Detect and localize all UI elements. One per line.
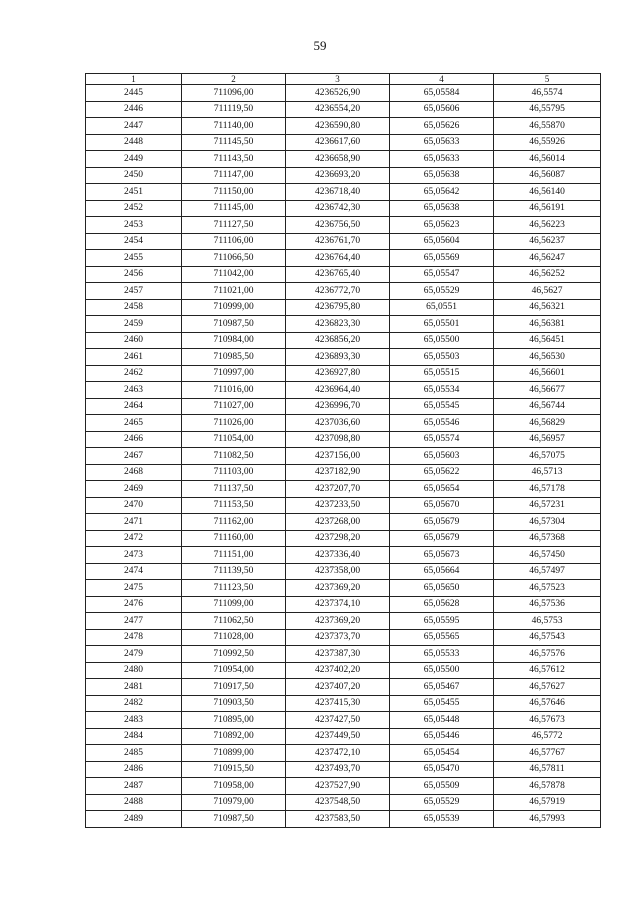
longitude-cell: 65,05565 bbox=[390, 629, 494, 646]
y-coordinate-cell: 4237415,30 bbox=[286, 695, 390, 712]
y-coordinate-cell: 4237407,20 bbox=[286, 679, 390, 696]
longitude-cell: 65,05633 bbox=[390, 151, 494, 168]
x-coordinate-cell: 711099,00 bbox=[182, 596, 286, 613]
latitude-cell: 46,57612 bbox=[494, 662, 601, 679]
table-row bbox=[86, 382, 601, 399]
table-row bbox=[86, 481, 601, 498]
table-row bbox=[86, 151, 601, 168]
y-coordinate-cell: 4236590,80 bbox=[286, 118, 390, 135]
table-row bbox=[86, 250, 601, 267]
y-coordinate-cell: 4237449,50 bbox=[286, 728, 390, 745]
point-number-cell: 2479 bbox=[86, 646, 182, 663]
table-row bbox=[86, 118, 601, 135]
table-row bbox=[86, 448, 601, 465]
y-coordinate-cell: 4236893,30 bbox=[286, 349, 390, 366]
latitude-cell: 46,56014 bbox=[494, 151, 601, 168]
table-row bbox=[86, 794, 601, 811]
longitude-cell: 65,05638 bbox=[390, 200, 494, 217]
latitude-cell: 46,57231 bbox=[494, 497, 601, 514]
y-coordinate-cell: 4237402,20 bbox=[286, 662, 390, 679]
point-number-cell: 2456 bbox=[86, 266, 182, 283]
point-number-cell: 2464 bbox=[86, 398, 182, 415]
latitude-cell: 46,56957 bbox=[494, 431, 601, 448]
y-coordinate-cell: 4236996,70 bbox=[286, 398, 390, 415]
y-coordinate-cell: 4236693,20 bbox=[286, 167, 390, 184]
point-number-cell: 2449 bbox=[86, 151, 182, 168]
latitude-cell: 46,57497 bbox=[494, 563, 601, 580]
longitude-cell: 65,05569 bbox=[390, 250, 494, 267]
y-coordinate-cell: 4237369,20 bbox=[286, 580, 390, 597]
longitude-cell: 65,0551 bbox=[390, 299, 494, 316]
x-coordinate-cell: 711145,00 bbox=[182, 200, 286, 217]
x-coordinate-cell: 710985,50 bbox=[182, 349, 286, 366]
latitude-cell: 46,5627 bbox=[494, 283, 601, 300]
table-row bbox=[86, 316, 601, 333]
x-coordinate-cell: 711127,50 bbox=[182, 217, 286, 234]
y-coordinate-cell: 4237583,50 bbox=[286, 811, 390, 828]
point-number-cell: 2482 bbox=[86, 695, 182, 712]
latitude-cell: 46,56677 bbox=[494, 382, 601, 399]
latitude-cell: 46,56247 bbox=[494, 250, 601, 267]
column-header-5: 5 bbox=[494, 74, 601, 85]
x-coordinate-cell: 710984,00 bbox=[182, 332, 286, 349]
point-number-cell: 2480 bbox=[86, 662, 182, 679]
table-row bbox=[86, 679, 601, 696]
latitude-cell: 46,56140 bbox=[494, 184, 601, 201]
x-coordinate-cell: 711106,00 bbox=[182, 233, 286, 250]
latitude-cell: 46,56829 bbox=[494, 415, 601, 432]
y-coordinate-cell: 4236554,20 bbox=[286, 101, 390, 118]
point-number-cell: 2465 bbox=[86, 415, 182, 432]
x-coordinate-cell: 711026,00 bbox=[182, 415, 286, 432]
y-coordinate-cell: 4237156,00 bbox=[286, 448, 390, 465]
x-coordinate-cell: 710999,00 bbox=[182, 299, 286, 316]
x-coordinate-cell: 711066,50 bbox=[182, 250, 286, 267]
latitude-cell: 46,5753 bbox=[494, 613, 601, 630]
latitude-cell: 46,57646 bbox=[494, 695, 601, 712]
latitude-cell: 46,57536 bbox=[494, 596, 601, 613]
point-number-cell: 2459 bbox=[86, 316, 182, 333]
table-row bbox=[86, 266, 601, 283]
point-number-cell: 2476 bbox=[86, 596, 182, 613]
table-row bbox=[86, 184, 601, 201]
latitude-cell: 46,57075 bbox=[494, 448, 601, 465]
latitude-cell: 46,57811 bbox=[494, 761, 601, 778]
y-coordinate-cell: 4236761,70 bbox=[286, 233, 390, 250]
latitude-cell: 46,55870 bbox=[494, 118, 601, 135]
point-number-cell: 2486 bbox=[86, 761, 182, 778]
latitude-cell: 46,57627 bbox=[494, 679, 601, 696]
point-number-cell: 2453 bbox=[86, 217, 182, 234]
point-number-cell: 2450 bbox=[86, 167, 182, 184]
x-coordinate-cell: 711162,00 bbox=[182, 514, 286, 531]
x-coordinate-cell: 710895,00 bbox=[182, 712, 286, 729]
longitude-cell: 65,05501 bbox=[390, 316, 494, 333]
y-coordinate-cell: 4236617,60 bbox=[286, 134, 390, 151]
table-row bbox=[86, 134, 601, 151]
longitude-cell: 65,05509 bbox=[390, 778, 494, 795]
longitude-cell: 65,05595 bbox=[390, 613, 494, 630]
longitude-cell: 65,05650 bbox=[390, 580, 494, 597]
x-coordinate-cell: 710958,00 bbox=[182, 778, 286, 795]
point-number-cell: 2468 bbox=[86, 464, 182, 481]
table-row bbox=[86, 398, 601, 415]
table-row bbox=[86, 283, 601, 300]
y-coordinate-cell: 4237336,40 bbox=[286, 547, 390, 564]
point-number-cell: 2487 bbox=[86, 778, 182, 795]
y-coordinate-cell: 4236927,80 bbox=[286, 365, 390, 382]
y-coordinate-cell: 4236964,40 bbox=[286, 382, 390, 399]
x-coordinate-cell: 711103,00 bbox=[182, 464, 286, 481]
x-coordinate-cell: 711137,50 bbox=[182, 481, 286, 498]
x-coordinate-cell: 710917,50 bbox=[182, 679, 286, 696]
point-number-cell: 2445 bbox=[86, 85, 182, 102]
latitude-cell: 46,57673 bbox=[494, 712, 601, 729]
longitude-cell: 65,05679 bbox=[390, 514, 494, 531]
y-coordinate-cell: 4237298,20 bbox=[286, 530, 390, 547]
point-number-cell: 2446 bbox=[86, 101, 182, 118]
longitude-cell: 65,05623 bbox=[390, 217, 494, 234]
point-number-cell: 2489 bbox=[86, 811, 182, 828]
x-coordinate-cell: 711096,00 bbox=[182, 85, 286, 102]
x-coordinate-cell: 711119,50 bbox=[182, 101, 286, 118]
table-row bbox=[86, 299, 601, 316]
longitude-cell: 65,05546 bbox=[390, 415, 494, 432]
latitude-cell: 46,56530 bbox=[494, 349, 601, 366]
y-coordinate-cell: 4236756,50 bbox=[286, 217, 390, 234]
table-row bbox=[86, 497, 601, 514]
table-row bbox=[86, 464, 601, 481]
longitude-cell: 65,05633 bbox=[390, 134, 494, 151]
table-row bbox=[86, 365, 601, 382]
y-coordinate-cell: 4237268,00 bbox=[286, 514, 390, 531]
y-coordinate-cell: 4237427,50 bbox=[286, 712, 390, 729]
latitude-cell: 46,56223 bbox=[494, 217, 601, 234]
table-row bbox=[86, 167, 601, 184]
y-coordinate-cell: 4236856,20 bbox=[286, 332, 390, 349]
column-header-2: 2 bbox=[182, 74, 286, 85]
y-coordinate-cell: 4237207,70 bbox=[286, 481, 390, 498]
table-row bbox=[86, 745, 601, 762]
table-row bbox=[86, 217, 601, 234]
y-coordinate-cell: 4236764,40 bbox=[286, 250, 390, 267]
y-coordinate-cell: 4237358,00 bbox=[286, 563, 390, 580]
latitude-cell: 46,56321 bbox=[494, 299, 601, 316]
y-coordinate-cell: 4237036,60 bbox=[286, 415, 390, 432]
point-number-cell: 2466 bbox=[86, 431, 182, 448]
point-number-cell: 2471 bbox=[86, 514, 182, 531]
point-number-cell: 2481 bbox=[86, 679, 182, 696]
table-row bbox=[86, 514, 601, 531]
y-coordinate-cell: 4237387,30 bbox=[286, 646, 390, 663]
column-header-4: 4 bbox=[390, 74, 494, 85]
x-coordinate-cell: 711082,50 bbox=[182, 448, 286, 465]
longitude-cell: 65,05606 bbox=[390, 101, 494, 118]
latitude-cell: 46,56191 bbox=[494, 200, 601, 217]
latitude-cell: 46,56252 bbox=[494, 266, 601, 283]
point-number-cell: 2484 bbox=[86, 728, 182, 745]
latitude-cell: 46,57878 bbox=[494, 778, 601, 795]
longitude-cell: 65,05534 bbox=[390, 382, 494, 399]
x-coordinate-cell: 711143,50 bbox=[182, 151, 286, 168]
x-coordinate-cell: 710903,50 bbox=[182, 695, 286, 712]
latitude-cell: 46,56601 bbox=[494, 365, 601, 382]
latitude-cell: 46,56744 bbox=[494, 398, 601, 415]
x-coordinate-cell: 710892,00 bbox=[182, 728, 286, 745]
x-coordinate-cell: 711147,00 bbox=[182, 167, 286, 184]
point-number-cell: 2473 bbox=[86, 547, 182, 564]
longitude-cell: 65,05500 bbox=[390, 662, 494, 679]
latitude-cell: 46,57543 bbox=[494, 629, 601, 646]
longitude-cell: 65,05446 bbox=[390, 728, 494, 745]
longitude-cell: 65,05628 bbox=[390, 596, 494, 613]
table-row bbox=[86, 580, 601, 597]
longitude-cell: 65,05654 bbox=[390, 481, 494, 498]
x-coordinate-cell: 710992,50 bbox=[182, 646, 286, 663]
x-coordinate-cell: 711151,00 bbox=[182, 547, 286, 564]
latitude-cell: 46,57576 bbox=[494, 646, 601, 663]
longitude-cell: 65,05574 bbox=[390, 431, 494, 448]
latitude-cell: 46,5574 bbox=[494, 85, 601, 102]
longitude-cell: 65,05533 bbox=[390, 646, 494, 663]
y-coordinate-cell: 4237527,90 bbox=[286, 778, 390, 795]
latitude-cell: 46,57993 bbox=[494, 811, 601, 828]
longitude-cell: 65,05455 bbox=[390, 695, 494, 712]
table-body bbox=[86, 85, 601, 828]
longitude-cell: 65,05529 bbox=[390, 794, 494, 811]
table-row bbox=[86, 662, 601, 679]
point-number-cell: 2454 bbox=[86, 233, 182, 250]
point-number-cell: 2455 bbox=[86, 250, 182, 267]
y-coordinate-cell: 4236823,30 bbox=[286, 316, 390, 333]
table-row bbox=[86, 712, 601, 729]
longitude-cell: 65,05454 bbox=[390, 745, 494, 762]
longitude-cell: 65,05604 bbox=[390, 233, 494, 250]
point-number-cell: 2463 bbox=[86, 382, 182, 399]
y-coordinate-cell: 4237374,10 bbox=[286, 596, 390, 613]
point-number-cell: 2478 bbox=[86, 629, 182, 646]
latitude-cell: 46,55795 bbox=[494, 101, 601, 118]
table-header-row bbox=[86, 74, 601, 85]
table-row bbox=[86, 596, 601, 613]
longitude-cell: 65,05622 bbox=[390, 464, 494, 481]
point-number-cell: 2460 bbox=[86, 332, 182, 349]
table-row bbox=[86, 761, 601, 778]
table-row bbox=[86, 233, 601, 250]
latitude-cell: 46,56237 bbox=[494, 233, 601, 250]
longitude-cell: 65,05529 bbox=[390, 283, 494, 300]
table-row bbox=[86, 415, 601, 432]
point-number-cell: 2488 bbox=[86, 794, 182, 811]
latitude-cell: 46,56451 bbox=[494, 332, 601, 349]
point-number-cell: 2477 bbox=[86, 613, 182, 630]
y-coordinate-cell: 4237493,70 bbox=[286, 761, 390, 778]
table-row bbox=[86, 728, 601, 745]
latitude-cell: 46,57767 bbox=[494, 745, 601, 762]
point-number-cell: 2469 bbox=[86, 481, 182, 498]
longitude-cell: 65,05448 bbox=[390, 712, 494, 729]
point-number-cell: 2485 bbox=[86, 745, 182, 762]
table-row bbox=[86, 778, 601, 795]
point-number-cell: 2470 bbox=[86, 497, 182, 514]
y-coordinate-cell: 4237182,90 bbox=[286, 464, 390, 481]
x-coordinate-cell: 711042,00 bbox=[182, 266, 286, 283]
longitude-cell: 65,05545 bbox=[390, 398, 494, 415]
point-number-cell: 2483 bbox=[86, 712, 182, 729]
longitude-cell: 65,05638 bbox=[390, 167, 494, 184]
y-coordinate-cell: 4236772,70 bbox=[286, 283, 390, 300]
latitude-cell: 46,57523 bbox=[494, 580, 601, 597]
table-row bbox=[86, 101, 601, 118]
point-number-cell: 2457 bbox=[86, 283, 182, 300]
table-row bbox=[86, 332, 601, 349]
x-coordinate-cell: 710899,00 bbox=[182, 745, 286, 762]
table-row bbox=[86, 431, 601, 448]
column-header-1: 1 bbox=[86, 74, 182, 85]
longitude-cell: 65,05547 bbox=[390, 266, 494, 283]
y-coordinate-cell: 4236658,90 bbox=[286, 151, 390, 168]
longitude-cell: 65,05515 bbox=[390, 365, 494, 382]
x-coordinate-cell: 711153,50 bbox=[182, 497, 286, 514]
y-coordinate-cell: 4236718,40 bbox=[286, 184, 390, 201]
longitude-cell: 65,05603 bbox=[390, 448, 494, 465]
y-coordinate-cell: 4236765,40 bbox=[286, 266, 390, 283]
table-row bbox=[86, 200, 601, 217]
longitude-cell: 65,05470 bbox=[390, 761, 494, 778]
table-row bbox=[86, 646, 601, 663]
longitude-cell: 65,05584 bbox=[390, 85, 494, 102]
column-header-3: 3 bbox=[286, 74, 390, 85]
longitude-cell: 65,05673 bbox=[390, 547, 494, 564]
x-coordinate-cell: 710915,50 bbox=[182, 761, 286, 778]
x-coordinate-cell: 711028,00 bbox=[182, 629, 286, 646]
table-row bbox=[86, 530, 601, 547]
x-coordinate-cell: 710979,00 bbox=[182, 794, 286, 811]
y-coordinate-cell: 4236795,80 bbox=[286, 299, 390, 316]
longitude-cell: 65,05679 bbox=[390, 530, 494, 547]
table-row bbox=[86, 629, 601, 646]
longitude-cell: 65,05642 bbox=[390, 184, 494, 201]
y-coordinate-cell: 4237373,70 bbox=[286, 629, 390, 646]
longitude-cell: 65,05670 bbox=[390, 497, 494, 514]
x-coordinate-cell: 711123,50 bbox=[182, 580, 286, 597]
x-coordinate-cell: 711016,00 bbox=[182, 382, 286, 399]
x-coordinate-cell: 710987,50 bbox=[182, 811, 286, 828]
point-number-cell: 2467 bbox=[86, 448, 182, 465]
longitude-cell: 65,05626 bbox=[390, 118, 494, 135]
point-number-cell: 2461 bbox=[86, 349, 182, 366]
table-row bbox=[86, 613, 601, 630]
x-coordinate-cell: 711027,00 bbox=[182, 398, 286, 415]
table-row bbox=[86, 563, 601, 580]
point-number-cell: 2458 bbox=[86, 299, 182, 316]
latitude-cell: 46,57919 bbox=[494, 794, 601, 811]
x-coordinate-cell: 711140,00 bbox=[182, 118, 286, 135]
point-number-cell: 2472 bbox=[86, 530, 182, 547]
longitude-cell: 65,05503 bbox=[390, 349, 494, 366]
table-row bbox=[86, 811, 601, 828]
latitude-cell: 46,5772 bbox=[494, 728, 601, 745]
latitude-cell: 46,56087 bbox=[494, 167, 601, 184]
x-coordinate-cell: 711150,00 bbox=[182, 184, 286, 201]
longitude-cell: 65,05539 bbox=[390, 811, 494, 828]
point-number-cell: 2475 bbox=[86, 580, 182, 597]
x-coordinate-cell: 711139,50 bbox=[182, 563, 286, 580]
point-number-cell: 2452 bbox=[86, 200, 182, 217]
latitude-cell: 46,57368 bbox=[494, 530, 601, 547]
point-number-cell: 2474 bbox=[86, 563, 182, 580]
x-coordinate-cell: 711054,00 bbox=[182, 431, 286, 448]
coordinates-table bbox=[85, 73, 601, 828]
latitude-cell: 46,57178 bbox=[494, 481, 601, 498]
table-row bbox=[86, 349, 601, 366]
x-coordinate-cell: 711160,00 bbox=[182, 530, 286, 547]
page-number: 59 bbox=[313, 38, 327, 53]
y-coordinate-cell: 4237369,20 bbox=[286, 613, 390, 630]
latitude-cell: 46,57304 bbox=[494, 514, 601, 531]
longitude-cell: 65,05664 bbox=[390, 563, 494, 580]
x-coordinate-cell: 711021,00 bbox=[182, 283, 286, 300]
x-coordinate-cell: 710987,50 bbox=[182, 316, 286, 333]
point-number-cell: 2447 bbox=[86, 118, 182, 135]
x-coordinate-cell: 710954,00 bbox=[182, 662, 286, 679]
latitude-cell: 46,5713 bbox=[494, 464, 601, 481]
x-coordinate-cell: 711145,50 bbox=[182, 134, 286, 151]
y-coordinate-cell: 4236742,30 bbox=[286, 200, 390, 217]
x-coordinate-cell: 710997,00 bbox=[182, 365, 286, 382]
latitude-cell: 46,56381 bbox=[494, 316, 601, 333]
y-coordinate-cell: 4237548,50 bbox=[286, 794, 390, 811]
table-row bbox=[86, 695, 601, 712]
y-coordinate-cell: 4236526,90 bbox=[286, 85, 390, 102]
y-coordinate-cell: 4237098,80 bbox=[286, 431, 390, 448]
y-coordinate-cell: 4237472,10 bbox=[286, 745, 390, 762]
point-number-cell: 2451 bbox=[86, 184, 182, 201]
longitude-cell: 65,05467 bbox=[390, 679, 494, 696]
y-coordinate-cell: 4237233,50 bbox=[286, 497, 390, 514]
point-number-cell: 2462 bbox=[86, 365, 182, 382]
table-row bbox=[86, 547, 601, 564]
longitude-cell: 65,05500 bbox=[390, 332, 494, 349]
latitude-cell: 46,57450 bbox=[494, 547, 601, 564]
x-coordinate-cell: 711062,50 bbox=[182, 613, 286, 630]
latitude-cell: 46,55926 bbox=[494, 134, 601, 151]
point-number-cell: 2448 bbox=[86, 134, 182, 151]
table-row bbox=[86, 85, 601, 102]
